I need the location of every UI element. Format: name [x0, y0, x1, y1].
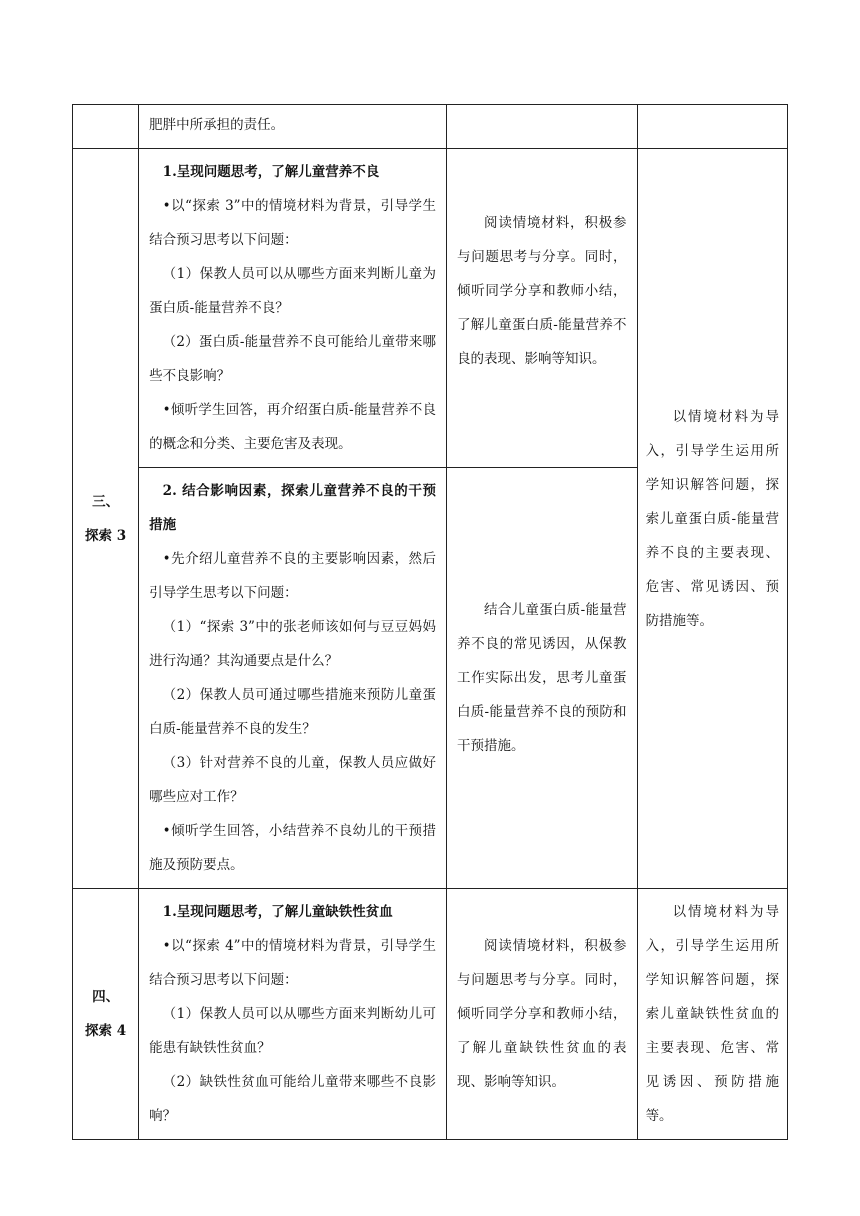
design-intent-text: 以情境材料为导入，引导学生运用所学知识解答问题，探索儿童蛋白质-能量营养不良的主要表现、危害、常见诱因、预防措施等。 [645, 408, 779, 629]
activity-line: •以“探索 3”中的情境材料为背景，引导学生结合预习思考以下问题： [149, 198, 437, 248]
lesson-plan-table [72, 104, 788, 1140]
continued-text: 肥胖中所承担的责任。 [149, 117, 285, 133]
student-activity-text: 阅读情境材料，积极参与问题思考与分享。同时，倾听同学分享和教师小结，了解儿童缺铁性贫血的表现、影响等知识。 [457, 938, 627, 1090]
part-heading: 2. 结合影响因素，探索儿童营养不良的干预措施 [149, 483, 437, 533]
teacher-activity-cell [139, 468, 447, 889]
activity-line: •以“探索 4”中的情境材料为背景，引导学生结合预习思考以下问题： [149, 938, 437, 988]
part-heading: 1.呈现问题思考，了解儿童营养不良 [162, 164, 380, 180]
section-4-number: 四、 [92, 989, 120, 1005]
section-3-title: 探索 3 [85, 527, 127, 544]
student-activity-text: 结合儿童蛋白质-能量营养不良的常见诱因，从保教工作实际出发，思考儿童蛋白质-能量营养不良的预防和干预措施。 [457, 602, 627, 754]
section-4-label [73, 889, 139, 1140]
teacher-activity-cell [139, 889, 447, 1140]
design-intent-cell [637, 889, 787, 1140]
activity-line: （3）针对营养不良的儿童，保教人员应做好哪些应对工作？ [149, 755, 437, 805]
empty-cell [73, 105, 139, 149]
empty-cell [637, 105, 787, 149]
design-intent-text: 以情境材料为导入，引导学生运用所学知识解答问题，探索儿童缺铁性贫血的主要表现、危害、常见诱因、预防措施等。 [645, 904, 779, 1124]
section-3-label [73, 149, 139, 889]
table-row [73, 889, 788, 1140]
activity-line: •倾听学生回答，小结营养不良幼儿的干预措施及预防要点。 [149, 823, 437, 873]
activity-line: •先介绍儿童营养不良的主要影响因素，然后引导学生思考以下问题： [149, 551, 437, 601]
activity-line: （2）蛋白质-能量营养不良可能给儿童带来哪些不良影响？ [149, 334, 437, 384]
section-3-number: 三、 [92, 493, 120, 510]
continued-text-cell [139, 105, 447, 149]
table-row [73, 105, 788, 149]
student-activity-cell [447, 889, 638, 1140]
empty-cell [447, 105, 638, 149]
design-intent-cell [637, 149, 787, 889]
activity-line: （1）保教人员可以从哪些方面来判断幼儿可能患有缺铁性贫血？ [149, 1006, 437, 1056]
student-activity-text: 阅读情境材料，积极参与问题思考与分享。同时，倾听同学分享和教师小结，了解儿童蛋白质-能量营养不良的表现、影响等知识。 [457, 215, 627, 367]
activity-line: （1）“探索 3”中的张老师该如何与豆豆妈妈进行沟通？其沟通要点是什么？ [149, 619, 437, 669]
activity-line: （1）保教人员可以从哪些方面来判断儿童为蛋白质-能量营养不良？ [149, 266, 437, 316]
student-activity-cell [447, 468, 638, 889]
activity-line: •倾听学生回答，再介绍蛋白质-能量营养不良的概念和分类、主要危害及表现。 [149, 402, 437, 452]
part-heading: 1.呈现问题思考，了解儿童缺铁性贫血 [162, 904, 393, 920]
table-row [73, 149, 788, 468]
teacher-activity-cell [139, 149, 447, 468]
student-activity-cell [447, 149, 638, 468]
activity-line: （2）缺铁性贫血可能给儿童带来哪些不良影响？ [149, 1074, 437, 1124]
section-4-title: 探索 4 [85, 1023, 127, 1039]
activity-line: （2）保教人员可通过哪些措施来预防儿童蛋白质-能量营养不良的发生？ [149, 687, 437, 737]
